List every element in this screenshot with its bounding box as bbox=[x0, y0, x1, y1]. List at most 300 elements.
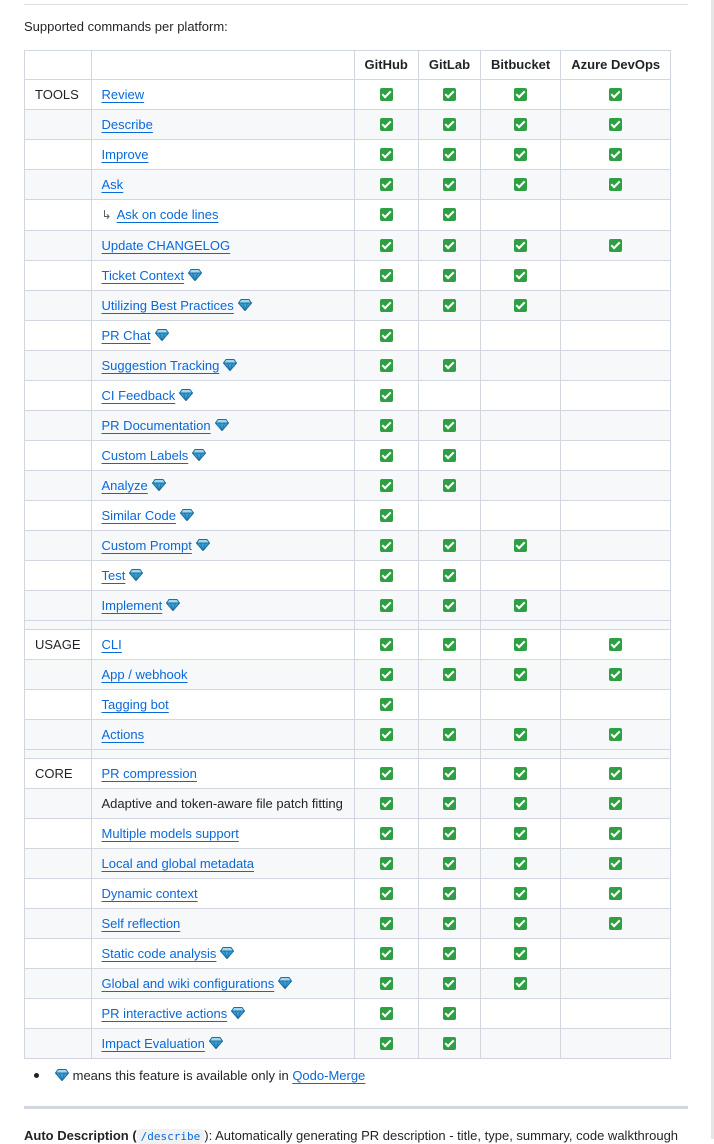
support-cell-github bbox=[354, 969, 418, 999]
check-icon bbox=[609, 857, 622, 870]
support-cell-github bbox=[354, 759, 418, 789]
table-row bbox=[25, 1029, 671, 1059]
support-cell-azure-devops bbox=[561, 80, 671, 110]
support-cell-gitlab bbox=[418, 720, 480, 750]
gem-icon bbox=[129, 569, 143, 581]
support-cell-bitbucket bbox=[481, 471, 561, 501]
gem-icon bbox=[223, 359, 237, 371]
feature-link[interactable]: Ticket Context bbox=[101, 268, 185, 283]
check-icon bbox=[380, 1007, 393, 1020]
feature-link[interactable]: Dynamic context bbox=[101, 886, 198, 901]
support-cell-github bbox=[354, 531, 418, 561]
bullet-icon bbox=[34, 1073, 39, 1078]
check-icon bbox=[514, 827, 527, 840]
category-cell bbox=[25, 200, 92, 231]
feature-cell bbox=[91, 200, 354, 231]
check-icon bbox=[380, 419, 393, 432]
check-icon bbox=[514, 977, 527, 990]
support-cell-bitbucket bbox=[481, 170, 561, 200]
check-icon bbox=[380, 797, 393, 810]
table-body bbox=[25, 80, 671, 1059]
support-cell-gitlab bbox=[418, 200, 480, 231]
feature-cell bbox=[91, 759, 354, 789]
feature-cell bbox=[91, 531, 354, 561]
spacer-cell bbox=[418, 750, 480, 759]
feature-link[interactable]: Analyze bbox=[101, 478, 148, 493]
check-icon bbox=[380, 269, 393, 282]
feature-link[interactable]: Similar Code bbox=[101, 508, 176, 523]
header-azure-devops: Azure DevOps bbox=[561, 51, 671, 80]
table-row bbox=[25, 759, 671, 789]
check-icon bbox=[380, 479, 393, 492]
spacer-cell bbox=[418, 621, 480, 630]
support-cell-bitbucket bbox=[481, 441, 561, 471]
category-cell bbox=[25, 381, 92, 411]
check-icon bbox=[380, 977, 393, 990]
support-cell-azure-devops bbox=[561, 261, 671, 291]
feature-link[interactable]: Update CHANGELOG bbox=[101, 238, 231, 253]
support-cell-gitlab bbox=[418, 261, 480, 291]
spacer-cell bbox=[25, 621, 92, 630]
check-icon bbox=[514, 917, 527, 930]
describe-command-link[interactable]: /describe bbox=[137, 1129, 205, 1144]
support-cell-gitlab bbox=[418, 561, 480, 591]
check-icon bbox=[443, 767, 456, 780]
feature-link[interactable]: App / webhook bbox=[101, 667, 188, 682]
category-cell bbox=[25, 441, 92, 471]
table-row bbox=[25, 231, 671, 261]
table-row bbox=[25, 80, 671, 110]
support-cell-github bbox=[354, 351, 418, 381]
gem-icon bbox=[278, 977, 292, 989]
support-cell-gitlab bbox=[418, 531, 480, 561]
feature-cell bbox=[91, 351, 354, 381]
support-cell-bitbucket bbox=[481, 690, 561, 720]
spacer-cell bbox=[481, 750, 561, 759]
support-cell-bitbucket bbox=[481, 969, 561, 999]
support-cell-bitbucket bbox=[481, 561, 561, 591]
check-icon bbox=[443, 359, 456, 372]
feature-cell bbox=[91, 1029, 354, 1059]
note-text: means this feature is available only in bbox=[72, 1068, 289, 1083]
table-row bbox=[25, 200, 671, 231]
feature-cell bbox=[91, 80, 354, 110]
table-row bbox=[25, 630, 671, 660]
table-row bbox=[25, 909, 671, 939]
feature-link[interactable]: Improve bbox=[101, 147, 149, 162]
table-row bbox=[25, 411, 671, 441]
category-cell bbox=[25, 999, 92, 1029]
table-row bbox=[25, 531, 671, 561]
gem-icon bbox=[179, 389, 193, 401]
check-icon bbox=[443, 947, 456, 960]
check-icon bbox=[609, 887, 622, 900]
feature-link[interactable]: Test bbox=[101, 568, 126, 583]
gem-icon bbox=[231, 1007, 245, 1019]
feature-cell bbox=[91, 660, 354, 690]
feature-link[interactable]: Ask on code lines bbox=[116, 207, 219, 222]
check-icon bbox=[609, 728, 622, 741]
support-cell-bitbucket bbox=[481, 531, 561, 561]
feature-cell bbox=[91, 789, 354, 819]
feature-link[interactable]: Static code analysis bbox=[101, 946, 217, 961]
category-cell: USAGE bbox=[25, 630, 92, 660]
gem-icon bbox=[238, 299, 252, 311]
support-cell-gitlab bbox=[418, 939, 480, 969]
header-feature bbox=[91, 51, 354, 80]
feature-cell bbox=[91, 321, 354, 351]
check-icon bbox=[443, 449, 456, 462]
support-cell-gitlab bbox=[418, 170, 480, 200]
support-cell-gitlab bbox=[418, 819, 480, 849]
table-row bbox=[25, 591, 671, 621]
support-cell-github bbox=[354, 999, 418, 1029]
check-icon bbox=[380, 887, 393, 900]
feature-label: Adaptive and token-aware file patch fitting bbox=[101, 796, 343, 811]
check-icon bbox=[380, 88, 393, 101]
category-cell bbox=[25, 261, 92, 291]
category-cell bbox=[25, 321, 92, 351]
support-cell-bitbucket bbox=[481, 909, 561, 939]
support-cell-gitlab bbox=[418, 759, 480, 789]
feature-link[interactable]: Tagging bot bbox=[101, 697, 169, 712]
category-cell: TOOLS bbox=[25, 80, 92, 110]
support-cell-bitbucket bbox=[481, 231, 561, 261]
header-category bbox=[25, 51, 92, 80]
check-icon bbox=[514, 269, 527, 282]
header-gitlab: GitLab bbox=[418, 51, 480, 80]
check-icon bbox=[514, 857, 527, 870]
feature-link[interactable]: PR compression bbox=[101, 766, 197, 781]
auto-description-text: ): Automatically generating PR description - title, type, summary, code walkthrough bbox=[204, 1128, 679, 1143]
support-cell-gitlab bbox=[418, 789, 480, 819]
intro-text: Supported commands per platform: bbox=[24, 19, 228, 34]
spacer-cell bbox=[561, 750, 671, 759]
gem-icon bbox=[166, 599, 180, 611]
support-cell-github bbox=[354, 789, 418, 819]
support-cell-github bbox=[354, 80, 418, 110]
check-icon bbox=[609, 148, 622, 161]
support-cell-bitbucket bbox=[481, 1029, 561, 1059]
feature-cell bbox=[91, 819, 354, 849]
check-icon bbox=[514, 668, 527, 681]
support-cell-gitlab bbox=[418, 690, 480, 720]
support-cell-github bbox=[354, 630, 418, 660]
support-cell-azure-devops bbox=[561, 819, 671, 849]
support-cell-github bbox=[354, 471, 418, 501]
spacer-cell bbox=[91, 750, 354, 759]
table-row bbox=[25, 140, 671, 170]
category-cell bbox=[25, 291, 92, 321]
support-cell-gitlab bbox=[418, 351, 480, 381]
gem-icon bbox=[220, 947, 234, 959]
table-row bbox=[25, 999, 671, 1029]
table-row bbox=[25, 351, 671, 381]
feature-link[interactable]: Self reflection bbox=[101, 916, 181, 931]
support-cell-github bbox=[354, 411, 418, 441]
section-spacer-row bbox=[25, 621, 671, 630]
support-cell-github bbox=[354, 170, 418, 200]
feature-cell bbox=[91, 849, 354, 879]
check-icon bbox=[514, 178, 527, 191]
feature-link[interactable]: CLI bbox=[101, 637, 122, 652]
category-cell bbox=[25, 1029, 92, 1059]
support-cell-gitlab bbox=[418, 849, 480, 879]
support-cell-gitlab bbox=[418, 879, 480, 909]
check-icon bbox=[609, 797, 622, 810]
support-cell-bitbucket bbox=[481, 999, 561, 1029]
support-cell-github bbox=[354, 561, 418, 591]
spacer-cell bbox=[354, 621, 418, 630]
feature-cell bbox=[91, 999, 354, 1029]
feature-cell bbox=[91, 939, 354, 969]
check-icon bbox=[609, 917, 622, 930]
check-icon bbox=[514, 299, 527, 312]
support-cell-azure-devops bbox=[561, 1029, 671, 1059]
support-cell-azure-devops bbox=[561, 630, 671, 660]
check-icon bbox=[443, 887, 456, 900]
category-cell bbox=[25, 351, 92, 381]
support-cell-bitbucket bbox=[481, 660, 561, 690]
check-icon bbox=[380, 638, 393, 651]
spacer-cell bbox=[91, 621, 354, 630]
check-icon bbox=[609, 638, 622, 651]
support-cell-azure-devops bbox=[561, 291, 671, 321]
gem-icon bbox=[196, 539, 210, 551]
check-icon bbox=[609, 827, 622, 840]
qodo-merge-link[interactable]: Qodo-Merge bbox=[292, 1068, 366, 1083]
feature-cell bbox=[91, 879, 354, 909]
support-cell-github bbox=[354, 140, 418, 170]
check-icon bbox=[380, 1037, 393, 1050]
support-cell-bitbucket bbox=[481, 789, 561, 819]
feature-cell bbox=[91, 591, 354, 621]
support-cell-gitlab bbox=[418, 1029, 480, 1059]
check-icon bbox=[443, 208, 456, 221]
check-icon bbox=[443, 269, 456, 282]
check-icon bbox=[443, 539, 456, 552]
table-row bbox=[25, 660, 671, 690]
check-icon bbox=[380, 118, 393, 131]
check-icon bbox=[380, 178, 393, 191]
gem-icon bbox=[155, 329, 169, 341]
category-cell bbox=[25, 591, 92, 621]
support-cell-github bbox=[354, 819, 418, 849]
table-row bbox=[25, 110, 671, 140]
support-cell-gitlab bbox=[418, 381, 480, 411]
check-icon bbox=[443, 1007, 456, 1020]
feature-cell bbox=[91, 909, 354, 939]
support-cell-azure-devops bbox=[561, 591, 671, 621]
category-cell bbox=[25, 720, 92, 750]
support-cell-bitbucket bbox=[481, 720, 561, 750]
check-icon bbox=[380, 539, 393, 552]
table-row bbox=[25, 879, 671, 909]
check-icon bbox=[443, 88, 456, 101]
table-row bbox=[25, 261, 671, 291]
support-cell-github bbox=[354, 660, 418, 690]
support-cell-bitbucket bbox=[481, 819, 561, 849]
feature-link[interactable]: CI Feedback bbox=[101, 388, 176, 403]
feature-cell bbox=[91, 110, 354, 140]
gem-icon bbox=[215, 419, 229, 431]
check-icon bbox=[514, 797, 527, 810]
table-row bbox=[25, 170, 671, 200]
category-cell bbox=[25, 819, 92, 849]
spacer-cell bbox=[561, 621, 671, 630]
table-row bbox=[25, 441, 671, 471]
feature-cell bbox=[91, 140, 354, 170]
category-cell bbox=[25, 660, 92, 690]
check-icon bbox=[380, 947, 393, 960]
check-icon bbox=[443, 668, 456, 681]
feature-link[interactable]: Actions bbox=[101, 727, 145, 742]
category-cell bbox=[25, 531, 92, 561]
support-cell-github bbox=[354, 200, 418, 231]
feature-cell bbox=[91, 441, 354, 471]
table-row bbox=[25, 321, 671, 351]
check-icon bbox=[514, 887, 527, 900]
category-cell bbox=[25, 561, 92, 591]
feature-link[interactable]: Ask bbox=[101, 177, 124, 192]
feature-link[interactable]: Impact Evaluation bbox=[101, 1036, 205, 1051]
support-cell-bitbucket bbox=[481, 381, 561, 411]
feature-link[interactable]: Custom Prompt bbox=[101, 538, 192, 553]
check-icon bbox=[443, 857, 456, 870]
check-icon bbox=[443, 118, 456, 131]
support-cell-azure-devops bbox=[561, 759, 671, 789]
support-cell-bitbucket bbox=[481, 939, 561, 969]
support-cell-bitbucket bbox=[481, 879, 561, 909]
support-cell-gitlab bbox=[418, 140, 480, 170]
support-cell-azure-devops bbox=[561, 909, 671, 939]
table-header-row bbox=[25, 51, 671, 80]
check-icon bbox=[609, 178, 622, 191]
check-icon bbox=[380, 728, 393, 741]
check-icon bbox=[443, 419, 456, 432]
support-cell-azure-devops bbox=[561, 411, 671, 441]
support-cell-gitlab bbox=[418, 80, 480, 110]
header-bitbucket: Bitbucket bbox=[481, 51, 561, 80]
table-row bbox=[25, 789, 671, 819]
support-cell-gitlab bbox=[418, 630, 480, 660]
check-icon bbox=[443, 569, 456, 582]
feature-link[interactable]: Custom Labels bbox=[101, 448, 189, 463]
support-cell-github bbox=[354, 690, 418, 720]
table-row bbox=[25, 720, 671, 750]
check-icon bbox=[514, 638, 527, 651]
support-cell-azure-devops bbox=[561, 200, 671, 231]
table-row bbox=[25, 690, 671, 720]
support-cell-gitlab bbox=[418, 411, 480, 441]
gem-icon bbox=[152, 479, 166, 491]
category-cell bbox=[25, 501, 92, 531]
gem-icon bbox=[180, 509, 194, 521]
category-cell bbox=[25, 690, 92, 720]
section-spacer-row bbox=[25, 750, 671, 759]
feature-link[interactable]: Implement bbox=[101, 598, 163, 613]
check-icon bbox=[514, 148, 527, 161]
support-cell-gitlab bbox=[418, 501, 480, 531]
check-icon bbox=[380, 767, 393, 780]
check-icon bbox=[514, 767, 527, 780]
support-cell-gitlab bbox=[418, 110, 480, 140]
feature-link[interactable]: Describe bbox=[101, 117, 153, 132]
support-cell-bitbucket bbox=[481, 291, 561, 321]
support-cell-github bbox=[354, 849, 418, 879]
check-icon bbox=[443, 1037, 456, 1050]
support-cell-gitlab bbox=[418, 231, 480, 261]
feature-cell bbox=[91, 969, 354, 999]
feature-link[interactable]: PR interactive actions bbox=[101, 1006, 228, 1021]
support-cell-azure-devops bbox=[561, 321, 671, 351]
check-icon bbox=[380, 668, 393, 681]
support-cell-github bbox=[354, 501, 418, 531]
support-cell-bitbucket bbox=[481, 630, 561, 660]
feature-cell bbox=[91, 170, 354, 200]
feature-link[interactable]: Global and wiki configurations bbox=[101, 976, 275, 991]
support-cell-azure-devops bbox=[561, 849, 671, 879]
category-cell bbox=[25, 789, 92, 819]
feature-link[interactable]: Utilizing Best Practices bbox=[101, 298, 234, 313]
support-cell-azure-devops bbox=[561, 140, 671, 170]
check-icon bbox=[443, 299, 456, 312]
feature-cell bbox=[91, 561, 354, 591]
category-cell: CORE bbox=[25, 759, 92, 789]
sub-arrow-icon: ↳ bbox=[101, 208, 112, 222]
table-row bbox=[25, 291, 671, 321]
table-row bbox=[25, 471, 671, 501]
check-icon bbox=[380, 599, 393, 612]
support-cell-github bbox=[354, 261, 418, 291]
feature-link[interactable]: Suggestion Tracking bbox=[101, 358, 220, 373]
category-cell bbox=[25, 939, 92, 969]
check-icon bbox=[443, 178, 456, 191]
feature-link[interactable]: Review bbox=[101, 87, 145, 102]
support-cell-gitlab bbox=[418, 471, 480, 501]
feature-link[interactable]: Local and global metadata bbox=[101, 856, 255, 871]
gem-icon bbox=[209, 1037, 223, 1049]
support-cell-bitbucket bbox=[481, 501, 561, 531]
feature-link[interactable]: Multiple models support bbox=[101, 826, 239, 841]
check-icon bbox=[609, 767, 622, 780]
support-cell-gitlab bbox=[418, 969, 480, 999]
support-cell-github bbox=[354, 1029, 418, 1059]
category-cell bbox=[25, 110, 92, 140]
bottom-divider bbox=[24, 1106, 688, 1109]
feature-cell bbox=[91, 501, 354, 531]
support-cell-github bbox=[354, 879, 418, 909]
feature-cell bbox=[91, 381, 354, 411]
category-cell bbox=[25, 471, 92, 501]
support-cell-bitbucket bbox=[481, 200, 561, 231]
support-cell-azure-devops bbox=[561, 531, 671, 561]
feature-link[interactable]: PR Documentation bbox=[101, 418, 211, 433]
gem-icon bbox=[192, 449, 206, 461]
support-cell-github bbox=[354, 591, 418, 621]
feature-link[interactable]: PR Chat bbox=[101, 328, 151, 343]
support-cell-github bbox=[354, 939, 418, 969]
support-cell-azure-devops bbox=[561, 441, 671, 471]
check-icon bbox=[380, 299, 393, 312]
spacer-cell bbox=[25, 750, 92, 759]
support-cell-azure-devops bbox=[561, 170, 671, 200]
table-row bbox=[25, 969, 671, 999]
check-icon bbox=[443, 728, 456, 741]
check-icon bbox=[380, 827, 393, 840]
spacer-cell bbox=[354, 750, 418, 759]
support-cell-github bbox=[354, 231, 418, 261]
